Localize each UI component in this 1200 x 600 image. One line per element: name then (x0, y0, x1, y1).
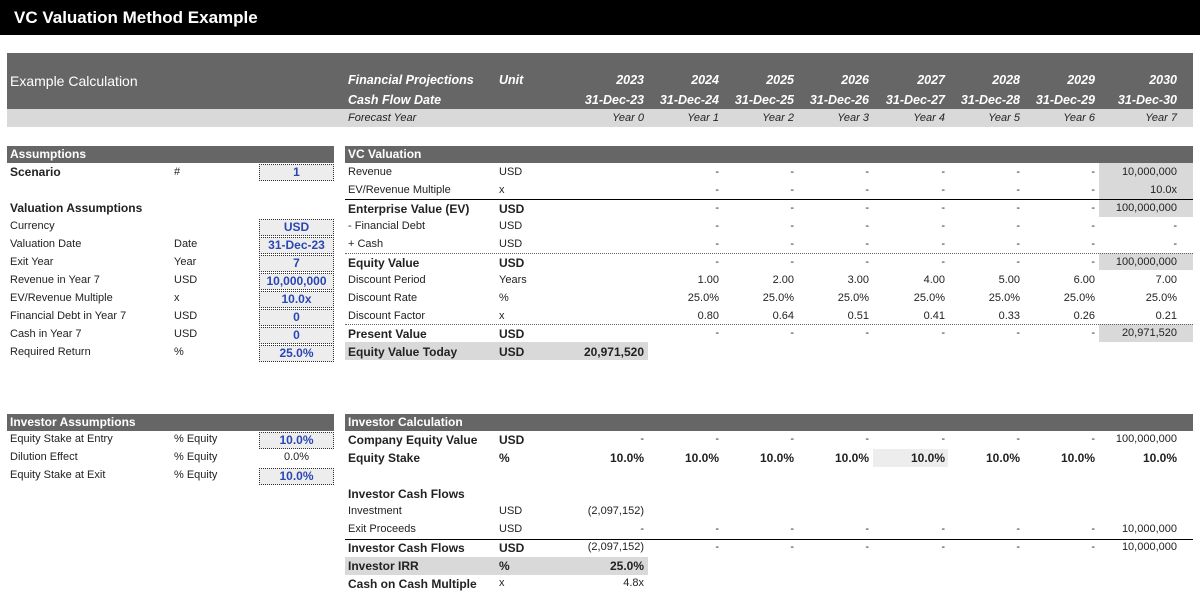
cash-flow-date: 31-Dec-27 (885, 93, 945, 107)
investor-calc-value: - (1091, 433, 1095, 445)
vc-row-label: Enterprise Value (EV) (348, 202, 470, 216)
vc-row-value: - (715, 256, 719, 268)
investor-cash-flows-heading: Investor Cash Flows (348, 487, 465, 501)
header-title: Example Calculation (10, 73, 138, 89)
vc-row-label: Present Value (348, 327, 427, 341)
assumption-input[interactable]: 31-Dec-23 (259, 237, 334, 254)
vc-row-value: - (790, 184, 794, 196)
divider-cash-flows (345, 539, 1193, 540)
vc-row-value: 25.0% (913, 292, 945, 304)
investor-calc-unit: USD (499, 523, 523, 535)
investor-calc-value: 10.0% (684, 451, 719, 465)
forecast-year: Year 0 (612, 112, 644, 124)
vc-row-label: Equity Value Today (348, 345, 458, 359)
vc-row-value: 10,000,000 (1121, 166, 1177, 178)
cash-flow-date: 31-Dec-25 (734, 93, 794, 107)
vc-row-value: 0.26 (1073, 310, 1095, 322)
vc-row-value: 0.33 (998, 310, 1020, 322)
title-bar (0, 0, 1200, 35)
assumption-unit: % (174, 346, 184, 358)
vc-row-value: 25.0% (762, 292, 794, 304)
vc-row-label: Equity Value (348, 256, 420, 270)
assumption-label: Valuation Date (10, 238, 82, 250)
vc-row-unit: USD (499, 166, 523, 178)
vc-row-value: - (1016, 327, 1020, 339)
investor-irr-label: Investor IRR (348, 559, 419, 573)
vc-row-unit: x (499, 310, 505, 322)
vc-row-value: - (941, 256, 945, 268)
divider-pv (345, 324, 1193, 325)
vc-row-label: Discount Rate (348, 292, 418, 304)
vc-row-value: - (1016, 238, 1020, 250)
assumption-label: EV/Revenue Multiple (10, 292, 113, 304)
vc-row-value: - (715, 166, 719, 178)
vc-row-unit: USD (499, 327, 525, 341)
investor-calc-value: 10.0% (609, 451, 644, 465)
vc-row-value: - (1173, 220, 1177, 232)
vc-row-value: - (941, 220, 945, 232)
forecast-year: Year 1 (687, 112, 719, 124)
investor-calc-value: - (941, 541, 945, 553)
vc-row-value: - (790, 166, 794, 178)
vc-row-value: 3.00 (847, 274, 869, 286)
vc-row-value: - (1091, 238, 1095, 250)
vc-row-unit: USD (499, 238, 523, 250)
vc-row-value: 0.41 (923, 310, 945, 322)
assumption-unit: x (174, 292, 180, 304)
vc-row-value: - (715, 327, 719, 339)
vc-row-value: 0.51 (847, 310, 869, 322)
assumption-input[interactable]: 10,000,000 (259, 273, 334, 290)
year-header: 2029 (1067, 73, 1095, 87)
forecast-year: Year 2 (762, 112, 794, 124)
vc-row-value: 25.0% (687, 292, 719, 304)
valuation-assumptions-heading: Valuation Assumptions (10, 201, 143, 215)
investor-calculation-header: Investor Calculation (345, 414, 1193, 431)
investor-assumption-label: Equity Stake at Entry (10, 433, 113, 445)
forecast-year: Year 7 (1145, 112, 1177, 124)
assumption-label: Required Return (10, 346, 91, 358)
investor-calc-value: 10.0% (1142, 451, 1177, 465)
vc-row-value: - (1091, 166, 1095, 178)
vc-row-value: - (790, 202, 794, 214)
vc-row-value: 20,971,520 (1121, 327, 1177, 339)
vc-row-value: 7.00 (1155, 274, 1177, 286)
vc-row-value: - (865, 184, 869, 196)
vc-row-label: EV/Revenue Multiple (348, 184, 451, 196)
vc-row-value: - (715, 184, 719, 196)
assumptions-header: Assumptions (7, 146, 334, 163)
investor-calc-value: 10.0% (985, 451, 1020, 465)
vc-row-value: - (1091, 202, 1095, 214)
vc-row-value: - (865, 327, 869, 339)
forecast-year: Year 3 (837, 112, 869, 124)
investor-calc-unit: USD (499, 541, 525, 555)
vc-row-value: 4.00 (923, 274, 945, 286)
investor-calc-value: 100,000,000 (1115, 433, 1177, 445)
forecast-year: Year 5 (988, 112, 1020, 124)
divider-ev (345, 199, 1193, 200)
investor-calc-value: - (1016, 523, 1020, 535)
vc-row-value: - (1173, 238, 1177, 250)
vc-row-unit: USD (499, 345, 525, 359)
vc-row-value: - (941, 238, 945, 250)
vc-row-value: - (1016, 202, 1020, 214)
scenario-input[interactable]: 1 (259, 164, 334, 181)
coc-multiple-unit: x (499, 577, 505, 589)
investor-calc-label: Exit Proceeds (348, 523, 416, 535)
cash-flow-date: 31-Dec-30 (1117, 93, 1177, 107)
investor-assumption-input[interactable]: 10.0% (259, 432, 334, 449)
investor-calc-value: - (715, 541, 719, 553)
vc-row-value: - (941, 202, 945, 214)
vc-row-value: - (865, 256, 869, 268)
vc-row-value: - (865, 238, 869, 250)
vc-row-value: 2.00 (772, 274, 794, 286)
assumption-unit: Year (174, 256, 197, 268)
investor-calc-label: Investor Cash Flows (348, 541, 465, 555)
vc-row-value: 25.0% (837, 292, 869, 304)
cash-flow-date: 31-Dec-28 (960, 93, 1020, 107)
investor-calc-unit: % (499, 451, 510, 465)
investor-irr-value: 25.0% (609, 559, 644, 573)
investor-calc-value: - (715, 523, 719, 535)
vc-row-value: - (715, 238, 719, 250)
vc-row-label: + Cash (348, 238, 384, 250)
vc-row-value: - (1091, 220, 1095, 232)
investor-calc-value: - (1016, 541, 1020, 553)
vc-row-value: - (865, 202, 869, 214)
assumption-input[interactable]: 10.0x (259, 291, 334, 308)
vc-row-value: 0.64 (772, 310, 794, 322)
assumption-unit: USD (174, 328, 198, 340)
investor-calc-value: - (1091, 523, 1095, 535)
page-title: VC Valuation Method Example (14, 8, 258, 27)
assumption-label: Financial Debt in Year 7 (10, 310, 127, 322)
forecast-year: Year 4 (913, 112, 945, 124)
vc-row-value: 5.00 (998, 274, 1020, 286)
assumption-unit: USD (174, 274, 198, 286)
investor-assumption-label: Dilution Effect (10, 451, 78, 463)
vc-row-value: - (941, 166, 945, 178)
financial-projections-label: Financial Projections (348, 73, 474, 87)
investor-calc-label: Equity Stake (348, 451, 421, 465)
investor-calc-value: - (790, 541, 794, 553)
assumption-input[interactable]: 0 (259, 327, 334, 344)
year-header: 2024 (691, 73, 719, 87)
investor-assumption-unit: % Equity (174, 433, 218, 445)
investor-calc-value: - (640, 523, 644, 535)
divider-equity (345, 253, 1193, 254)
vc-row-label: Discount Period (348, 274, 426, 286)
investor-calc-value: 10,000,000 (1121, 541, 1177, 553)
cash-flow-date: 31-Dec-24 (659, 93, 719, 107)
assumption-input[interactable]: 7 (259, 255, 334, 272)
assumption-label: Cash in Year 7 (10, 328, 82, 340)
vc-row-unit: USD (499, 202, 525, 216)
cash-flow-date: 31-Dec-23 (584, 93, 644, 107)
vc-row-value: - (1091, 327, 1095, 339)
vc-row-value: - (941, 327, 945, 339)
vc-valuation-header: VC Valuation (345, 146, 648, 163)
vc-row-unit: % (499, 292, 509, 304)
assumption-input[interactable]: 0 (259, 309, 334, 326)
year-header: 2026 (841, 73, 869, 87)
coc-multiple-value: 4.8x (623, 577, 644, 589)
vc-row-value: - (790, 238, 794, 250)
investor-calc-label: Investment (348, 505, 402, 517)
assumption-unit: Date (174, 238, 198, 250)
investor-calc-value: 10,000,000 (1121, 523, 1177, 535)
investor-calc-value: 10.0% (759, 451, 794, 465)
assumption-label: Revenue in Year 7 (10, 274, 100, 286)
assumption-label: Exit Year (10, 256, 54, 268)
cash-flow-date-label: Cash Flow Date (348, 93, 442, 107)
investor-calc-value: (2,097,152) (587, 505, 644, 517)
vc-row-value: - (1016, 256, 1020, 268)
coc-multiple-label: Cash on Cash Multiple (348, 577, 477, 591)
investor-assumptions-header: Investor Assumptions (7, 414, 334, 431)
investor-calc-value: - (640, 433, 644, 445)
vc-row-value: 25.0% (1063, 292, 1095, 304)
year-header: 2028 (992, 73, 1020, 87)
investor-calc-value: - (1016, 433, 1020, 445)
vc-row-value: 0.21 (1155, 310, 1177, 322)
assumption-input[interactable]: 25.0% (259, 345, 334, 362)
assumption-label: Currency (10, 220, 55, 232)
unit-label: Unit (499, 73, 524, 87)
vc-row-value: 100,000,000 (1115, 256, 1177, 268)
investor-calc-value: - (790, 433, 794, 445)
assumption-input[interactable]: USD (259, 219, 334, 236)
investor-irr-unit: % (499, 559, 510, 573)
cash-flow-date: 31-Dec-26 (809, 93, 869, 107)
vc-row-value: - (790, 327, 794, 339)
investor-calc-value: - (715, 433, 719, 445)
investor-assumption-unit: % Equity (174, 451, 218, 463)
vc-row-value: - (865, 166, 869, 178)
vc-row-value: - (715, 202, 719, 214)
vc-row-unit: USD (499, 256, 525, 270)
investor-assumption-unit: % Equity (174, 469, 218, 481)
vc-row-unit: x (499, 184, 505, 196)
vc-row-value: 6.00 (1073, 274, 1095, 286)
year-header: 2027 (917, 73, 945, 87)
investor-assumption-label: Equity Stake at Exit (10, 469, 106, 481)
investor-calc-value: - (941, 523, 945, 535)
vc-row-value: - (1016, 220, 1020, 232)
investor-calc-value: - (1091, 541, 1095, 553)
investor-calc-value: - (941, 433, 945, 445)
investor-calc-value: - (865, 433, 869, 445)
investor-calc-value: - (790, 523, 794, 535)
vc-row-label: Revenue (348, 166, 393, 178)
vc-row-value: 25.0% (988, 292, 1020, 304)
investor-calc-value: 10.0% (834, 451, 869, 465)
dilution-value: 0.0% (283, 451, 310, 463)
investor-assumption-input[interactable]: 10.0% (259, 468, 334, 485)
investor-calc-unit: USD (499, 505, 523, 517)
investor-calc-value: 10.0% (1060, 451, 1095, 465)
year-header: 2030 (1149, 73, 1177, 87)
vc-row-value: 100,000,000 (1115, 202, 1177, 214)
vc-row-value: - (1091, 184, 1095, 196)
cash-flow-date: 31-Dec-29 (1035, 93, 1095, 107)
investor-calc-value: (2,097,152) (587, 541, 644, 553)
vc-row-value: - (1091, 256, 1095, 268)
scenario-unit: # (174, 166, 181, 178)
investor-calc-value: - (865, 541, 869, 553)
vc-row-value: 10.0x (1150, 184, 1177, 196)
vc-row-value: - (941, 184, 945, 196)
vc-row-value: 25.0% (1145, 292, 1177, 304)
year-header: 2023 (616, 73, 644, 87)
vc-row-label: - Financial Debt (348, 220, 426, 232)
vc-row-value: - (790, 220, 794, 232)
vc-row-value: 1.00 (697, 274, 719, 286)
investor-calc-label: Company Equity Value (348, 433, 478, 447)
vc-row-value: 0.80 (697, 310, 719, 322)
assumption-unit: USD (174, 310, 198, 322)
forecast-year-label: Forecast Year (348, 112, 417, 124)
vc-row-unit: USD (499, 220, 523, 232)
vc-row-value: - (715, 220, 719, 232)
vc-row-value: - (790, 256, 794, 268)
vc-row-value: - (1016, 166, 1020, 178)
vc-row-value: 20,971,520 (583, 345, 644, 359)
vc-row-value: - (1016, 184, 1020, 196)
forecast-year: Year 6 (1063, 112, 1095, 124)
investor-calc-value: 10.0% (910, 451, 945, 465)
scenario-label: Scenario (10, 165, 61, 179)
vc-row-value: - (865, 220, 869, 232)
vc-row-label: Discount Factor (348, 310, 426, 322)
vc-row-unit: Years (499, 274, 527, 286)
vc-valuation-header-fill (648, 146, 1193, 163)
investor-calc-value: - (865, 523, 869, 535)
investor-calc-unit: USD (499, 433, 525, 447)
year-header: 2025 (766, 73, 794, 87)
